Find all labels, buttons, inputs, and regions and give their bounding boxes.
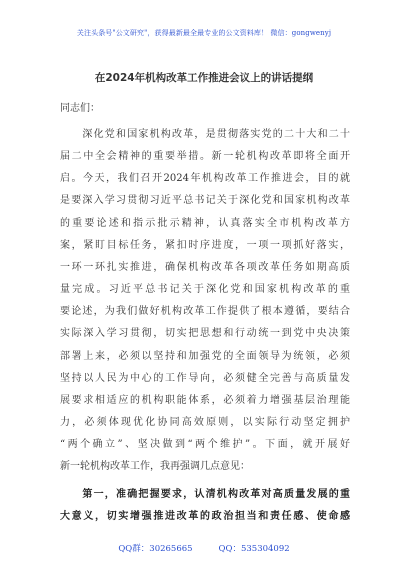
body-line: 是要深入学习贯彻习近平总书记关于深化党和国家机构改革: [60, 195, 350, 207]
footer-contact: [0, 542, 408, 554]
body-line: 展要求相适应的机构职能体系，必须着力增强基层治理能: [60, 394, 350, 406]
body-line: 部署上来，必须以坚持和加强党的全面领导为统领，必须: [60, 350, 350, 362]
section-heading-line: 大意义，切实增强推进改革的政治担当和责任感、使命感: [60, 510, 350, 522]
body-line: 一环一环扎实推进，确保机构改革各项改革任务如期高质: [60, 261, 350, 273]
body-line: 坚持以人民为中心的工作导向，必须健全完善与高质量发: [60, 372, 350, 384]
body-line: 的重要论述和指示批示精神，认真落实全市机构改革方: [60, 217, 350, 229]
body-line: 量完成。习近平总书记关于深化党和国家机构改革的重: [60, 284, 350, 296]
document-title: 在2024年机构改革工作推进会议上的讲话提纲: [94, 72, 314, 84]
body-line: 启。今天，我们召开2024年机构改革工作推进会，目的就: [60, 173, 350, 185]
body-paragraph: [60, 124, 350, 479]
footer-qq-number: QQ：535304092: [218, 544, 290, 554]
body-line: 案，紧盯目标任务，紧扣时序进度，一项一项抓好落实，: [60, 239, 350, 251]
salutation: 同志们：: [60, 103, 100, 114]
header-banner: 关注头条号"公文研究"，获得最新最全最专业的公文资料库！ 微信：gongwenyj: [76, 29, 332, 37]
body-line: 力，必须体现优化协同高效原则，以实际行动坚定拥护: [60, 417, 350, 429]
body-line: 届二中全会精神的重要举措。新一轮机构改革即将全面开: [60, 151, 350, 163]
section-heading: [60, 484, 350, 527]
footer-qq-group: QQ群：30265665: [118, 544, 193, 554]
body-line: 深化党和国家机构改革，是贯彻落实党的二十大和二十: [60, 129, 350, 140]
body-line: “两个确立”、坚决做到“两个维护”。下面，就开展好: [60, 439, 350, 451]
section-heading-line: 第一，准确把握要求，认清机构改革对高质量发展的重: [60, 489, 350, 500]
body-line: 要论述，为我们做好机构改革工作提供了根本遵循，要结合: [60, 306, 350, 318]
body-line: 新一轮机构改革工作，我再强调几点意见：: [60, 461, 250, 473]
body-line: 实际深入学习贯彻，切实把思想和行动统一到党中央决策: [60, 328, 350, 340]
